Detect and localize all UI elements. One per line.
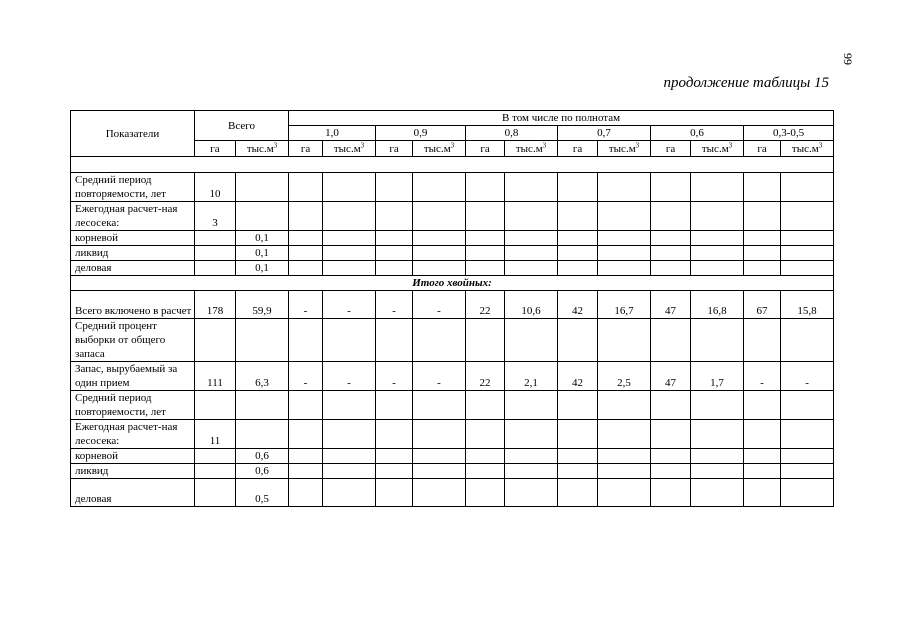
page-number: 99 xyxy=(841,53,855,65)
table-cell xyxy=(651,391,691,420)
table-cell xyxy=(651,449,691,464)
table-cell xyxy=(413,319,466,362)
table-cell: - xyxy=(289,362,323,391)
table-cell xyxy=(413,464,466,479)
row-label: деловая xyxy=(71,479,195,507)
row-label: корневой xyxy=(71,449,195,464)
table-cell: 42 xyxy=(558,291,598,319)
table-cell xyxy=(598,449,651,464)
table-row xyxy=(71,291,834,319)
table-cell xyxy=(781,391,834,420)
table-cell: 2,5 xyxy=(598,362,651,391)
table-cell xyxy=(195,231,236,246)
table-cell: 47 xyxy=(651,291,691,319)
table-cell xyxy=(376,420,413,449)
row-label: ликвид xyxy=(71,246,195,261)
table-cell xyxy=(289,449,323,464)
unit-ha-header: га xyxy=(376,141,413,157)
table-cell xyxy=(558,449,598,464)
table-cell xyxy=(413,479,466,507)
table-cell: - xyxy=(413,362,466,391)
table-cell xyxy=(413,391,466,420)
table-cell xyxy=(598,319,651,362)
table-row xyxy=(71,319,834,362)
table-cell xyxy=(289,173,323,202)
table-cell xyxy=(691,319,744,362)
table-cell xyxy=(236,420,289,449)
table-cell xyxy=(236,173,289,202)
unit-ha-header: га xyxy=(744,141,781,157)
header-indicators: Показатели xyxy=(71,111,195,157)
table-row xyxy=(71,157,834,173)
table-cell xyxy=(691,246,744,261)
table-cell xyxy=(376,449,413,464)
table-row xyxy=(71,276,834,291)
density-group-header: 0,8 xyxy=(466,126,558,141)
table-cell xyxy=(558,479,598,507)
table-cell xyxy=(691,261,744,276)
table-cell xyxy=(466,464,505,479)
table-cell xyxy=(691,479,744,507)
unit-volume-header: $тыс.м^3$ xyxy=(505,141,558,157)
row-label: деловая xyxy=(71,261,195,276)
table-cell xyxy=(744,173,781,202)
table-cell xyxy=(558,391,598,420)
unit-ha-header: га xyxy=(651,141,691,157)
table-cell: 67 xyxy=(744,291,781,319)
table-cell xyxy=(376,231,413,246)
table-cell xyxy=(558,420,598,449)
table-cell: 0,1 xyxy=(236,261,289,276)
table-cell: 10 xyxy=(195,173,236,202)
table-cell xyxy=(505,464,558,479)
table-cell: 11 xyxy=(195,420,236,449)
table-cell xyxy=(466,479,505,507)
table-cell: - xyxy=(323,362,376,391)
table-cell xyxy=(505,420,558,449)
table-cell xyxy=(781,246,834,261)
table-cell xyxy=(691,449,744,464)
table-row xyxy=(71,202,834,231)
table-cell xyxy=(505,202,558,231)
table-cell: 178 xyxy=(195,291,236,319)
table-cell xyxy=(744,479,781,507)
table-cell: 111 xyxy=(195,362,236,391)
table-cell: 2,1 xyxy=(505,362,558,391)
table-caption: продолжение таблицы 15 xyxy=(663,75,829,91)
table-cell xyxy=(558,464,598,479)
table-cell xyxy=(289,464,323,479)
table-cell xyxy=(691,173,744,202)
table-cell: 16,8 xyxy=(691,291,744,319)
table-cell xyxy=(598,231,651,246)
table-cell: 59,9 xyxy=(236,291,289,319)
table-cell xyxy=(323,231,376,246)
table-cell xyxy=(744,464,781,479)
table-cell xyxy=(323,464,376,479)
table-cell xyxy=(651,420,691,449)
table-cell xyxy=(744,202,781,231)
table-cell xyxy=(781,231,834,246)
table-cell xyxy=(744,449,781,464)
table-cell xyxy=(651,261,691,276)
table-cell xyxy=(651,479,691,507)
table-cell: 0,5 xyxy=(236,479,289,507)
table-cell xyxy=(651,202,691,231)
table-cell xyxy=(289,420,323,449)
table-cell xyxy=(323,319,376,362)
table-cell xyxy=(651,246,691,261)
table-row xyxy=(71,261,834,276)
unit-volume-header: $тыс.м^3$ xyxy=(598,141,651,157)
table-cell xyxy=(744,246,781,261)
table-cell xyxy=(413,449,466,464)
table-cell xyxy=(691,391,744,420)
unit-volume-header: $тыс.м^3$ xyxy=(323,141,376,157)
table-cell: 22 xyxy=(466,291,505,319)
table-cell xyxy=(466,261,505,276)
table-cell xyxy=(376,391,413,420)
row-label: Ежегодная расчет-ная лесосека: xyxy=(71,420,195,449)
table-cell xyxy=(781,464,834,479)
table-cell xyxy=(781,420,834,449)
table-cell xyxy=(598,420,651,449)
table-cell xyxy=(691,464,744,479)
table-cell xyxy=(376,479,413,507)
table-cell xyxy=(651,231,691,246)
table-cell xyxy=(323,202,376,231)
table-cell xyxy=(195,449,236,464)
table-cell xyxy=(376,319,413,362)
table-cell xyxy=(598,202,651,231)
table-cell xyxy=(691,202,744,231)
density-group-header: 1,0 xyxy=(289,126,376,141)
row-label: ликвид xyxy=(71,464,195,479)
table-cell xyxy=(413,173,466,202)
table-row xyxy=(71,449,834,464)
table-row xyxy=(71,173,834,202)
table-cell xyxy=(323,261,376,276)
table-cell xyxy=(323,420,376,449)
table-cell xyxy=(744,261,781,276)
blank-row-cell xyxy=(71,157,834,173)
row-label: Запас, вырубаемый за один прием xyxy=(71,362,195,391)
table-cell xyxy=(195,246,236,261)
table-cell xyxy=(744,420,781,449)
table-cell xyxy=(466,202,505,231)
table-row xyxy=(71,231,834,246)
table-cell xyxy=(598,173,651,202)
unit-volume-header: $тыс.м^3$ xyxy=(413,141,466,157)
table-cell xyxy=(505,319,558,362)
table-cell: - xyxy=(376,291,413,319)
table-cell xyxy=(781,319,834,362)
table-cell xyxy=(781,202,834,231)
table-cell: 0,1 xyxy=(236,246,289,261)
table-cell: - xyxy=(781,362,834,391)
table-cell xyxy=(598,391,651,420)
table-cell: 16,7 xyxy=(598,291,651,319)
unit-volume-header: $тыс.м^3$ xyxy=(691,141,744,157)
data-table xyxy=(70,110,834,507)
table-cell: 15,8 xyxy=(781,291,834,319)
unit-ha-header: га xyxy=(289,141,323,157)
table-cell xyxy=(598,261,651,276)
table-cell xyxy=(376,261,413,276)
table-cell xyxy=(376,246,413,261)
table-cell xyxy=(195,319,236,362)
table-cell: 0,6 xyxy=(236,464,289,479)
table-cell xyxy=(236,319,289,362)
table-cell xyxy=(651,173,691,202)
table-cell xyxy=(781,173,834,202)
row-label: Средний процент выборки от общего запаса xyxy=(71,319,195,362)
table-cell xyxy=(505,231,558,246)
table-cell xyxy=(323,246,376,261)
table-cell: - xyxy=(323,291,376,319)
table-cell xyxy=(376,464,413,479)
row-label: Всего включено в расчет xyxy=(71,291,195,319)
row-label: корневой xyxy=(71,231,195,246)
table-cell xyxy=(505,479,558,507)
table-cell xyxy=(651,464,691,479)
table-cell xyxy=(195,391,236,420)
table-cell xyxy=(558,231,598,246)
table-cell xyxy=(651,319,691,362)
table-cell xyxy=(466,173,505,202)
density-group-header: 0,3-0,5 xyxy=(744,126,834,141)
header-by-density: В том числе по полнотам xyxy=(289,111,834,126)
table-row xyxy=(71,362,834,391)
row-label: Средний период повторяемости, лет xyxy=(71,391,195,420)
table-row xyxy=(71,479,834,507)
table-cell xyxy=(376,173,413,202)
table-cell: 3 xyxy=(195,202,236,231)
table-cell xyxy=(236,391,289,420)
table-cell xyxy=(413,202,466,231)
table-cell: 47 xyxy=(651,362,691,391)
table-cell xyxy=(466,420,505,449)
table-cell xyxy=(466,231,505,246)
table-cell xyxy=(744,231,781,246)
table-cell: 1,7 xyxy=(691,362,744,391)
table-cell xyxy=(323,391,376,420)
density-group-header: 0,6 xyxy=(651,126,744,141)
table-row xyxy=(71,464,834,479)
table-cell xyxy=(195,261,236,276)
table-cell: 0,1 xyxy=(236,231,289,246)
table-cell xyxy=(289,319,323,362)
table-cell xyxy=(691,420,744,449)
unit-ha-header: га xyxy=(466,141,505,157)
table-cell xyxy=(558,261,598,276)
table-cell: 22 xyxy=(466,362,505,391)
table-cell: - xyxy=(289,291,323,319)
table-cell xyxy=(289,202,323,231)
table-cell xyxy=(413,420,466,449)
table-cell: 6,3 xyxy=(236,362,289,391)
row-label: Ежегодная расчет-ная лесосека: xyxy=(71,202,195,231)
table-cell xyxy=(691,231,744,246)
table-cell xyxy=(413,246,466,261)
table-row xyxy=(71,246,834,261)
table-cell xyxy=(466,449,505,464)
table-row xyxy=(71,420,834,449)
table-cell xyxy=(505,391,558,420)
table-cell xyxy=(781,479,834,507)
table-cell: 0,6 xyxy=(236,449,289,464)
table-cell xyxy=(323,449,376,464)
table-cell xyxy=(413,231,466,246)
table-cell xyxy=(195,464,236,479)
table-cell xyxy=(413,261,466,276)
unit-ha-header: га xyxy=(558,141,598,157)
table-cell xyxy=(744,319,781,362)
table-cell xyxy=(323,479,376,507)
table-cell xyxy=(195,479,236,507)
table-cell xyxy=(323,173,376,202)
table-cell xyxy=(558,319,598,362)
table-cell xyxy=(598,246,651,261)
row-label: Средний период повторяемости, лет xyxy=(71,173,195,202)
table-cell xyxy=(466,319,505,362)
table-row xyxy=(71,391,834,420)
density-group-header: 0,7 xyxy=(558,126,651,141)
table-cell xyxy=(505,449,558,464)
table-cell: - xyxy=(376,362,413,391)
table-cell xyxy=(466,246,505,261)
table-cell: 10,6 xyxy=(505,291,558,319)
unit-ha-header: га xyxy=(195,141,236,157)
table-cell xyxy=(289,391,323,420)
table-cell xyxy=(505,173,558,202)
table-cell xyxy=(376,202,413,231)
table-cell xyxy=(505,246,558,261)
header-total: Всего xyxy=(195,111,289,141)
table-cell xyxy=(289,231,323,246)
table-cell xyxy=(558,202,598,231)
table-cell xyxy=(466,391,505,420)
table-cell xyxy=(558,246,598,261)
table-cell: - xyxy=(413,291,466,319)
table-cell: 42 xyxy=(558,362,598,391)
table-cell xyxy=(236,202,289,231)
table-cell xyxy=(781,261,834,276)
unit-volume-header: $тыс.м^3$ xyxy=(781,141,834,157)
table-cell xyxy=(598,479,651,507)
table-cell xyxy=(289,246,323,261)
table-cell xyxy=(505,261,558,276)
density-group-header: 0,9 xyxy=(376,126,466,141)
table-cell xyxy=(598,464,651,479)
table-cell: - xyxy=(744,362,781,391)
table-cell xyxy=(558,173,598,202)
unit-volume-header: $тыс.м^3$ xyxy=(236,141,289,157)
table-cell xyxy=(289,479,323,507)
table-cell xyxy=(781,449,834,464)
section-heading: Итого хвойных: xyxy=(71,276,834,291)
table-cell xyxy=(289,261,323,276)
table-cell xyxy=(744,391,781,420)
